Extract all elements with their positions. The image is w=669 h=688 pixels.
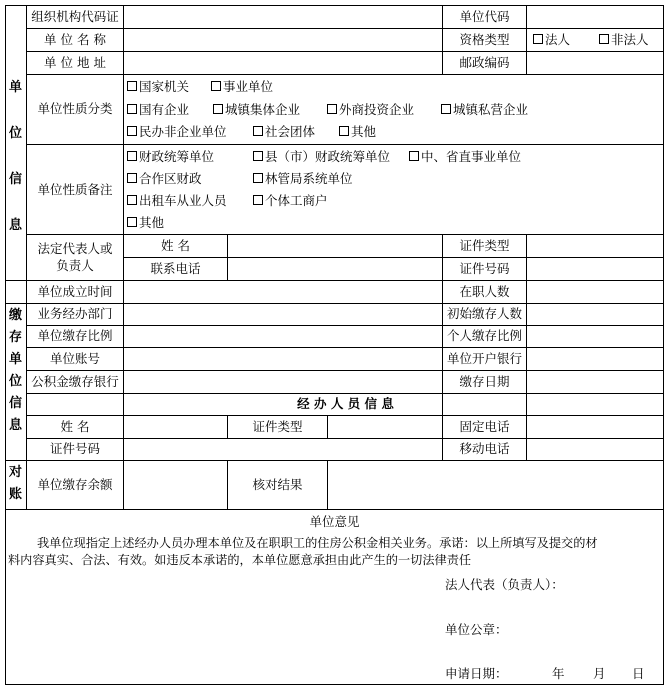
label-employees: 在职人数: [459, 284, 510, 299]
checkbox-icon: [533, 34, 543, 44]
option-private-enterprise[interactable]: 城镇私营企业: [441, 102, 528, 118]
option-other-nature[interactable]: 其他: [339, 124, 376, 140]
personal-ratio-input[interactable]: [527, 326, 663, 347]
postcode-input[interactable]: [527, 52, 663, 74]
label-cert-type: 证件类型: [459, 238, 510, 253]
apply-date-label: 申请日期：: [445, 666, 508, 681]
bank-input[interactable]: [527, 348, 663, 370]
label-established: 单位成立时间: [37, 284, 113, 299]
legal-phone-input[interactable]: [228, 258, 442, 280]
date-year-label: 年: [552, 666, 565, 681]
label-unit-code: 单位代码: [459, 9, 510, 24]
label-staff-cert-no: 证件号码: [49, 441, 100, 456]
label-nature-note: 单位性质备注: [37, 182, 113, 197]
staff-name-input[interactable]: [124, 416, 227, 438]
border-right: [663, 5, 664, 685]
org-code-input[interactable]: [124, 6, 442, 28]
label-mobile: 移动电话: [459, 441, 510, 456]
label-dept: 业务经办部门: [37, 306, 113, 321]
label-legal-rep-line1: 法定代表人或: [37, 241, 113, 256]
checkbox-icon: [339, 126, 349, 136]
option-county-finance[interactable]: 县（市）财政统筹单位: [253, 149, 390, 165]
option-social-group[interactable]: 社会团体: [253, 124, 315, 140]
label-balance: 单位缴存余额: [37, 477, 113, 492]
checkbox-icon: [441, 104, 451, 114]
section-deposit-info: 缴 存 单 位 信 息: [8, 308, 22, 433]
seal-label: 单位公章：: [445, 622, 508, 637]
label-name: 姓 名: [161, 238, 190, 253]
account-input[interactable]: [124, 348, 442, 370]
label-personal-ratio: 个人缴存比例: [446, 328, 522, 343]
landline-input[interactable]: [527, 416, 663, 438]
legal-cert-no-input[interactable]: [527, 258, 663, 280]
checkbox-icon: [253, 195, 263, 205]
label-qual-type: 资格类型: [459, 32, 510, 47]
opinion-title: 单位意见: [309, 514, 360, 529]
section-unit-info: 单 位 信 息: [8, 80, 22, 233]
initial-count-input[interactable]: [527, 304, 663, 325]
label-staff-cert-type: 证件类型: [252, 419, 303, 434]
label-unit-ratio: 单位缴存比例: [37, 328, 113, 343]
checkbox-icon: [599, 34, 609, 44]
date-month-label: 月: [593, 666, 606, 681]
checkbox-icon: [327, 104, 337, 114]
option-foreign-enterprise[interactable]: 外商投资企业: [327, 102, 414, 118]
label-deposit-date: 缴存日期: [459, 374, 510, 389]
label-postcode: 邮政编码: [459, 55, 510, 70]
housing-fund-registration-form: [5, 5, 664, 685]
label-check-result: 核对结果: [252, 477, 303, 492]
checkbox-icon: [253, 126, 263, 136]
opinion-text-line2: 料内容真实、合法、有效。如违反本承诺的，本单位愿意承担由此产生的一切法律责任: [8, 553, 472, 567]
label-unit-name: 单 位 名 称: [44, 32, 106, 47]
checkbox-icon: [253, 151, 263, 161]
border-bottom: [5, 684, 664, 685]
checkbox-legal-person[interactable]: 法人: [533, 32, 570, 48]
checkbox-icon: [409, 151, 419, 161]
dept-input[interactable]: [124, 304, 442, 325]
option-finance-coordinated[interactable]: 财政统筹单位: [127, 149, 214, 165]
fund-bank-input[interactable]: [124, 371, 442, 393]
option-provincial-institution[interactable]: 中、省直事业单位: [409, 149, 521, 165]
date-day-label: 日: [632, 666, 645, 681]
opinion-text-line1: 我单位现指定上述经办人员办理本单位及在职职工的住房公积金相关业务。承诺：以上所填写及提交的材: [37, 536, 598, 550]
option-state-enterprise[interactable]: 国有企业: [127, 102, 189, 118]
unit-address-input[interactable]: [124, 52, 442, 74]
option-state-organ[interactable]: 国家机关: [127, 79, 189, 95]
checkbox-icon: [127, 173, 137, 183]
legal-cert-type-input[interactable]: [527, 235, 663, 257]
option-public-institution[interactable]: 事业单位: [211, 79, 273, 95]
option-collective-enterprise[interactable]: 城镇集体企业: [213, 102, 300, 118]
label-fund-bank: 公积金缴存银行: [31, 374, 119, 389]
legal-signature-label: 法人代表（负责人）：: [445, 577, 564, 592]
label-unit-address: 单 位 地 址: [44, 55, 106, 70]
balance-input[interactable]: [124, 461, 227, 509]
checkbox-icon: [127, 126, 137, 136]
checkbox-icon: [127, 217, 137, 227]
deposit-date-input[interactable]: [527, 371, 663, 393]
unit-code-input[interactable]: [527, 6, 663, 28]
label-phone: 联系电话: [150, 261, 201, 276]
label-bank: 单位开户银行: [446, 351, 522, 366]
checkbox-icon: [211, 81, 221, 91]
hline: [5, 509, 664, 510]
option-individual-business[interactable]: 个体工商户: [253, 193, 328, 209]
label-org-code: 组织机构代码证: [31, 9, 119, 24]
section-reconcile: 对 账: [8, 465, 22, 502]
staff-info-header: 经 办 人 员 信 息: [297, 396, 394, 411]
option-other-note[interactable]: 其他: [127, 215, 164, 231]
staff-cert-type-input[interactable]: [328, 416, 442, 438]
label-staff-name: 姓 名: [60, 419, 90, 434]
mobile-input[interactable]: [527, 439, 663, 460]
checkbox-icon: [213, 104, 223, 114]
check-result-input[interactable]: [328, 461, 663, 509]
label-initial-count: 初始缴存人数: [446, 306, 522, 321]
label-landline: 固定电话: [459, 419, 510, 434]
label-legal-rep-line2: 负责人: [56, 258, 94, 273]
label-account: 单位账号: [49, 351, 100, 366]
checkbox-icon: [127, 195, 137, 205]
staff-cert-no-input[interactable]: [124, 439, 442, 460]
employees-input[interactable]: [527, 281, 663, 303]
unit-name-input[interactable]: [124, 29, 442, 51]
checkbox-icon: [127, 151, 137, 161]
checkbox-icon: [253, 173, 263, 183]
unit-ratio-input[interactable]: [124, 326, 442, 347]
label-cert-no: 证件号码: [459, 261, 510, 276]
checkbox-non-legal-person[interactable]: 非法人: [599, 32, 649, 48]
option-cooperation-zone[interactable]: 合作区财政: [127, 171, 202, 187]
checkbox-icon: [127, 81, 137, 91]
option-taxi-worker[interactable]: 出租车从业人员: [127, 193, 227, 209]
checkbox-icon: [127, 104, 137, 114]
option-private-non-enterprise[interactable]: 民办非企业单位: [127, 124, 227, 140]
label-nature-class: 单位性质分类: [37, 101, 113, 116]
legal-name-input[interactable]: [228, 235, 442, 257]
option-forestry-bureau[interactable]: 林管局系统单位: [253, 171, 353, 187]
established-input[interactable]: [124, 281, 442, 303]
